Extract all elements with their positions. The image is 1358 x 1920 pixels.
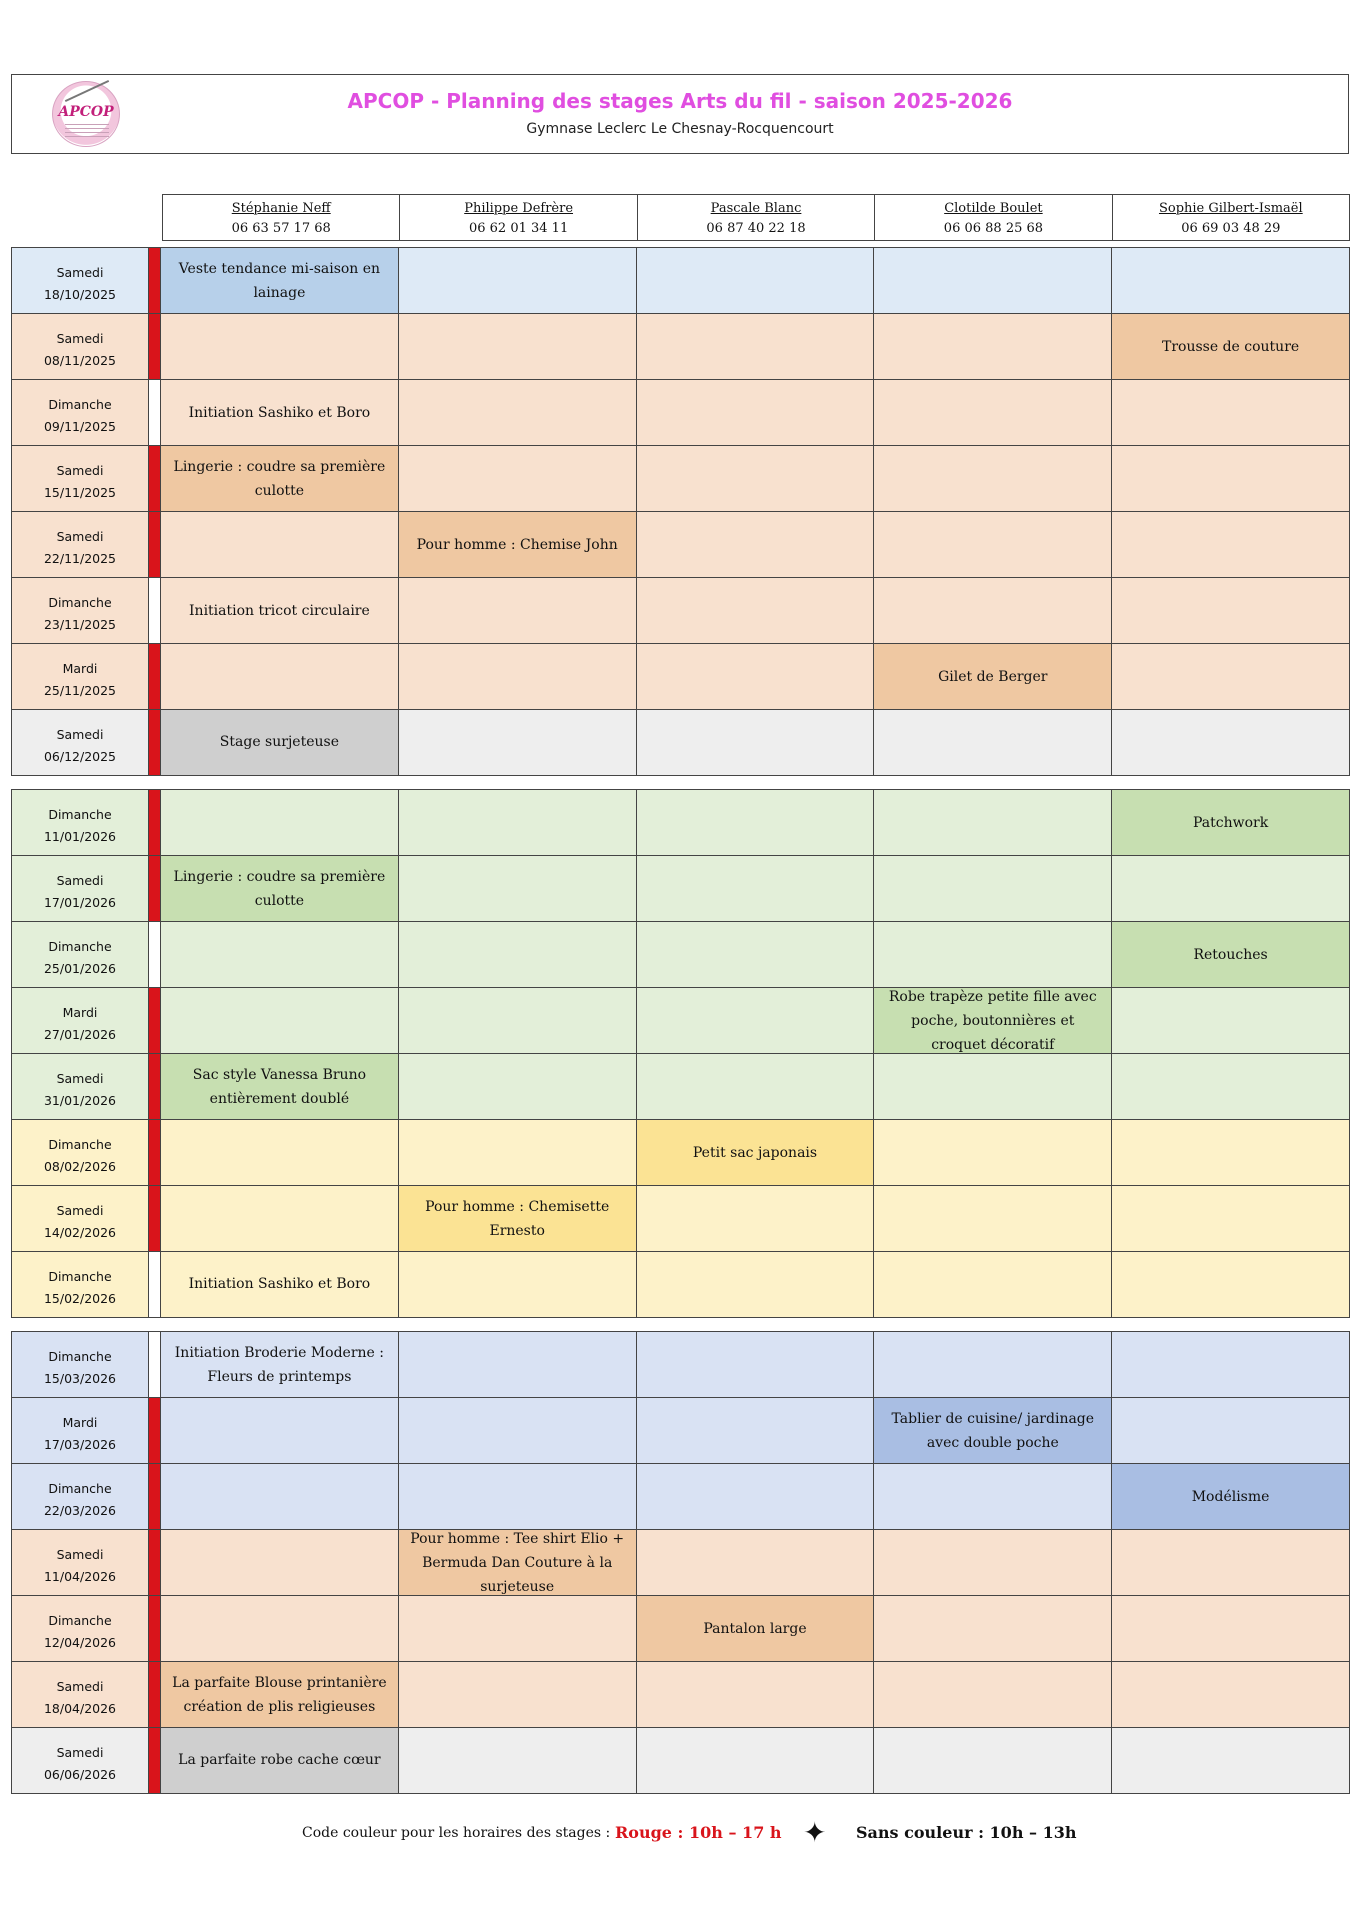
empty-cell: [637, 1252, 875, 1317]
empty-cell: [399, 1662, 637, 1727]
day-name: Samedi: [56, 1745, 104, 1760]
date-value: 25/11/2025: [43, 683, 117, 698]
table-row: [12, 1120, 1349, 1186]
empty-cell: [1112, 1398, 1349, 1463]
table-row: [12, 512, 1349, 578]
empty-cell: [161, 512, 399, 577]
empty-cell: [637, 1332, 875, 1397]
stage-cell: Initiation Broderie Moderne : Fleurs de printemps: [161, 1332, 399, 1397]
date-cell: [12, 512, 149, 577]
empty-cell: [874, 1054, 1112, 1119]
stage-cell: Petit sac japonais: [637, 1120, 875, 1185]
empty-cell: [874, 512, 1112, 577]
empty-cell: [637, 644, 875, 709]
empty-cell: [161, 1120, 399, 1185]
date-value: 23/11/2025: [43, 617, 117, 632]
empty-cell: [161, 1530, 399, 1595]
empty-cell: [161, 988, 399, 1053]
no-color-time-marker: [149, 380, 161, 445]
teacher-name: Philippe Defrère: [464, 201, 574, 216]
empty-cell: [399, 248, 637, 313]
table-row: [12, 790, 1349, 856]
empty-cell: [637, 1530, 875, 1595]
empty-cell: [1112, 380, 1349, 445]
day-name: Samedi: [56, 727, 104, 742]
date-value: 17/03/2026: [43, 1437, 117, 1452]
teacher-phone: 06 69 03 48 29: [1181, 221, 1281, 236]
stage-cell: Patchwork: [1112, 790, 1349, 855]
red-time-marker: [149, 512, 161, 577]
empty-cell: [874, 1530, 1112, 1595]
stage-cell: Trousse de couture: [1112, 314, 1349, 379]
empty-cell: [399, 988, 637, 1053]
empty-cell: [399, 1054, 637, 1119]
date-cell: [12, 578, 149, 643]
empty-cell: [399, 922, 637, 987]
empty-cell: [637, 1398, 875, 1463]
empty-cell: [637, 922, 875, 987]
empty-cell: [399, 314, 637, 379]
table-row: [12, 856, 1349, 922]
empty-cell: [1112, 1596, 1349, 1661]
empty-cell: [1112, 1252, 1349, 1317]
date-cell: [12, 1530, 149, 1595]
day-name: Samedi: [56, 873, 104, 888]
red-time-marker: [149, 644, 161, 709]
stage-cell: Lingerie : coudre sa première culotte: [161, 446, 399, 511]
day-name: Dimanche: [48, 939, 112, 954]
stage-cell: Gilet de Berger: [874, 644, 1112, 709]
no-color-time-marker: [149, 1332, 161, 1397]
stage-cell: Initiation Sashiko et Boro: [161, 380, 399, 445]
day-name: Samedi: [56, 1203, 104, 1218]
empty-cell: [874, 578, 1112, 643]
date-value: 08/02/2026: [43, 1159, 117, 1174]
empty-cell: [874, 446, 1112, 511]
empty-cell: [161, 644, 399, 709]
stage-cell: Pour homme : Tee shirt Elio + Bermuda Dan Couture à la surjeteuse: [399, 1530, 637, 1595]
red-time-marker: [149, 1530, 161, 1595]
stage-cell: Initiation tricot circulaire: [161, 578, 399, 643]
empty-cell: [637, 446, 875, 511]
empty-cell: [637, 1186, 875, 1251]
date-value: 14/02/2026: [43, 1225, 117, 1240]
day-name: Dimanche: [48, 1137, 112, 1152]
empty-cell: [399, 710, 637, 775]
legend-label: Code couleur pour les horaires des stages :: [302, 1825, 611, 1841]
table-row: [12, 644, 1349, 710]
empty-cell: [161, 1398, 399, 1463]
red-time-marker: [149, 248, 161, 313]
day-name: Dimanche: [48, 1269, 112, 1284]
teacher-phone: 06 63 57 17 68: [231, 221, 331, 236]
empty-cell: [637, 710, 875, 775]
teacher-header: [638, 194, 875, 241]
empty-cell: [399, 1596, 637, 1661]
date-value: 11/04/2026: [43, 1569, 117, 1584]
table-row: [12, 1252, 1349, 1317]
empty-cell: [161, 790, 399, 855]
empty-cell: [637, 856, 875, 921]
empty-cell: [1112, 1728, 1349, 1793]
empty-cell: [874, 1120, 1112, 1185]
empty-cell: [161, 1596, 399, 1661]
date-cell: [12, 1464, 149, 1529]
empty-cell: [874, 790, 1112, 855]
empty-cell: [874, 1332, 1112, 1397]
teacher-name: Stéphanie Neff: [231, 201, 331, 216]
day-name: Dimanche: [48, 807, 112, 822]
stage-cell: Pour homme : Chemisette Ernesto: [399, 1186, 637, 1251]
empty-cell: [874, 922, 1112, 987]
empty-cell: [399, 578, 637, 643]
stage-cell: Tablier de cuisine/ jardinage avec double poche: [874, 1398, 1112, 1463]
empty-cell: [637, 1728, 875, 1793]
star-icon: ✦: [803, 1816, 827, 1849]
table-row: [12, 1530, 1349, 1596]
teacher-phone: 06 62 01 34 11: [468, 221, 569, 236]
table-row: [12, 710, 1349, 775]
teacher-header: [1113, 194, 1350, 241]
empty-cell: [1112, 1120, 1349, 1185]
empty-cell: [637, 314, 875, 379]
date-cell: [12, 1662, 149, 1727]
date-value: 22/03/2026: [43, 1503, 117, 1518]
stage-cell: Pour homme : Chemise John: [399, 512, 637, 577]
date-value: 11/01/2026: [43, 829, 117, 844]
stage-cell: Robe trapèze petite fille avec poche, boutonnières et croquet décoratif: [874, 988, 1112, 1053]
date-cell: [12, 1120, 149, 1185]
empty-cell: [874, 1728, 1112, 1793]
empty-cell: [399, 446, 637, 511]
day-name: Samedi: [56, 1071, 104, 1086]
empty-cell: [399, 1252, 637, 1317]
day-name: Mardi: [62, 661, 98, 676]
empty-cell: [399, 380, 637, 445]
day-name: Samedi: [56, 1679, 104, 1694]
stage-cell: Retouches: [1112, 922, 1349, 987]
red-time-marker: [149, 446, 161, 511]
empty-cell: [874, 856, 1112, 921]
red-time-marker: [149, 1186, 161, 1251]
date-value: 27/01/2026: [43, 1027, 117, 1042]
date-value: 08/11/2025: [43, 353, 117, 368]
empty-cell: [637, 578, 875, 643]
date-cell: [12, 710, 149, 775]
stage-cell: Stage surjeteuse: [161, 710, 399, 775]
day-name: Dimanche: [48, 1481, 112, 1496]
empty-cell: [399, 1120, 637, 1185]
empty-cell: [1112, 1662, 1349, 1727]
date-cell: [12, 856, 149, 921]
empty-cell: [399, 1728, 637, 1793]
empty-cell: [1112, 710, 1349, 775]
empty-cell: [1112, 1054, 1349, 1119]
table-row: [12, 988, 1349, 1054]
empty-cell: [637, 1054, 875, 1119]
empty-cell: [1112, 512, 1349, 577]
table-row: [12, 1728, 1349, 1793]
date-cell: [12, 1332, 149, 1397]
empty-cell: [874, 710, 1112, 775]
table-row: [12, 1464, 1349, 1530]
red-time-marker: [149, 314, 161, 379]
empty-cell: [874, 1464, 1112, 1529]
empty-cell: [874, 314, 1112, 379]
teacher-name: Clotilde Boulet: [944, 201, 1043, 216]
legend-no-color-hours: Sans couleur : 10h – 13h: [856, 1823, 1077, 1842]
empty-cell: [874, 1596, 1112, 1661]
empty-cell: [161, 1186, 399, 1251]
red-time-marker: [149, 1054, 161, 1119]
table-row: [12, 314, 1349, 380]
empty-cell: [874, 1252, 1112, 1317]
date-value: 09/11/2025: [43, 419, 117, 434]
empty-cell: [637, 380, 875, 445]
date-cell: [12, 1054, 149, 1119]
empty-cell: [161, 314, 399, 379]
red-time-marker: [149, 1120, 161, 1185]
empty-cell: [1112, 644, 1349, 709]
empty-cell: [637, 248, 875, 313]
table-row: [12, 1596, 1349, 1662]
table-row: [12, 922, 1349, 988]
date-cell: [12, 922, 149, 987]
empty-cell: [1112, 856, 1349, 921]
empty-cell: [1112, 1186, 1349, 1251]
table-row: [12, 578, 1349, 644]
stage-cell: Pantalon large: [637, 1596, 875, 1661]
date-value: 15/03/2026: [43, 1371, 117, 1386]
table-row: [12, 1662, 1349, 1728]
no-color-time-marker: [149, 1252, 161, 1317]
date-cell: [12, 790, 149, 855]
day-name: Dimanche: [48, 1349, 112, 1364]
date-value: 15/02/2026: [43, 1291, 117, 1306]
stage-cell: Veste tendance mi-saison en lainage: [161, 248, 399, 313]
red-time-marker: [149, 1728, 161, 1793]
stage-cell: Sac style Vanessa Bruno entièrement doublé: [161, 1054, 399, 1119]
stage-cell: Lingerie : coudre sa première culotte: [161, 856, 399, 921]
date-cell: [12, 988, 149, 1053]
empty-cell: [161, 922, 399, 987]
day-name: Mardi: [62, 1005, 98, 1020]
page-title: APCOP - Planning des stages Arts du fil - saison 2025-2026: [347, 89, 1013, 113]
stage-cell: Initiation Sashiko et Boro: [161, 1252, 399, 1317]
teacher-header: [400, 194, 637, 241]
day-name: Mardi: [62, 1415, 98, 1430]
day-name: Samedi: [56, 529, 104, 544]
date-cell: [12, 248, 149, 313]
empty-cell: [874, 1662, 1112, 1727]
empty-cell: [1112, 1530, 1349, 1595]
day-name: Samedi: [56, 331, 104, 346]
date-cell: [12, 314, 149, 379]
empty-cell: [1112, 988, 1349, 1053]
stage-cell: Modélisme: [1112, 1464, 1349, 1529]
date-value: 06/12/2025: [43, 749, 117, 764]
red-time-marker: [149, 1662, 161, 1727]
empty-cell: [399, 1332, 637, 1397]
day-name: Samedi: [56, 1547, 104, 1562]
day-name: Samedi: [56, 265, 104, 280]
day-name: Dimanche: [48, 397, 112, 412]
teacher-phone: 06 06 88 25 68: [943, 221, 1044, 236]
no-color-time-marker: [149, 922, 161, 987]
date-cell: [12, 1728, 149, 1793]
date-cell: [12, 644, 149, 709]
table-row: [12, 1332, 1349, 1398]
table-row: [12, 380, 1349, 446]
teacher-header: [875, 194, 1112, 241]
logo-text: APCOP: [58, 104, 114, 120]
empty-cell: [399, 1464, 637, 1529]
red-time-marker: [149, 1596, 161, 1661]
date-value: 18/04/2026: [43, 1701, 117, 1716]
date-value: 31/01/2026: [43, 1093, 117, 1108]
empty-cell: [1112, 578, 1349, 643]
date-value: 12/04/2026: [43, 1635, 117, 1650]
day-name: Dimanche: [48, 1613, 112, 1628]
empty-cell: [637, 1464, 875, 1529]
empty-cell: [1112, 248, 1349, 313]
table-row: [12, 446, 1349, 512]
empty-cell: [874, 380, 1112, 445]
date-value: 22/11/2025: [43, 551, 117, 566]
date-cell: [12, 446, 149, 511]
empty-cell: [399, 790, 637, 855]
date-cell: [12, 380, 149, 445]
date-cell: [12, 1252, 149, 1317]
table-row: [12, 1054, 1349, 1120]
date-value: 25/01/2026: [43, 961, 117, 976]
schedule-section-spring: [11, 1331, 1350, 1794]
day-name: Dimanche: [48, 595, 112, 610]
red-time-marker: [149, 1464, 161, 1529]
header-box: [11, 74, 1349, 154]
empty-cell: [399, 644, 637, 709]
empty-cell: [874, 1186, 1112, 1251]
page-subtitle: Gymnase Leclerc Le Chesnay-Rocquencourt: [526, 121, 834, 137]
teacher-phone: 06 87 40 22 18: [706, 221, 806, 236]
red-time-marker: [149, 856, 161, 921]
date-value: 15/11/2025: [43, 485, 117, 500]
empty-cell: [161, 1464, 399, 1529]
day-name: Samedi: [56, 463, 104, 478]
empty-cell: [637, 512, 875, 577]
teacher-name: Pascale Blanc: [710, 201, 802, 216]
teachers-header-row: [162, 194, 1350, 241]
date-value: 06/06/2026: [43, 1767, 117, 1782]
color-legend: [0, 1816, 1358, 1850]
teacher-name: Sophie Gilbert-Ismaël: [1158, 201, 1303, 216]
legend-red-hours: Rouge : 10h – 17 h: [615, 1823, 782, 1842]
red-time-marker: [149, 790, 161, 855]
red-time-marker: [149, 988, 161, 1053]
red-time-marker: [149, 1398, 161, 1463]
empty-cell: [637, 988, 875, 1053]
date-cell: [12, 1186, 149, 1251]
empty-cell: [399, 1398, 637, 1463]
schedule-section-winter: [11, 789, 1350, 1318]
stage-cell: La parfaite Blouse printanière création de plis religieuses: [161, 1662, 399, 1727]
date-value: 17/01/2026: [43, 895, 117, 910]
no-color-time-marker: [149, 578, 161, 643]
empty-cell: [637, 790, 875, 855]
date-cell: [12, 1596, 149, 1661]
empty-cell: [637, 1662, 875, 1727]
date-value: 18/10/2025: [43, 287, 117, 302]
date-cell: [12, 1398, 149, 1463]
schedule-section-autumn: [11, 247, 1350, 776]
teacher-header: [162, 194, 400, 241]
empty-cell: [1112, 446, 1349, 511]
empty-cell: [1112, 1332, 1349, 1397]
table-row: [12, 248, 1349, 314]
empty-cell: [399, 856, 637, 921]
empty-cell: [874, 248, 1112, 313]
table-row: [12, 1186, 1349, 1252]
red-time-marker: [149, 710, 161, 775]
stage-cell: La parfaite robe cache cœur: [161, 1728, 399, 1793]
table-row: [12, 1398, 1349, 1464]
